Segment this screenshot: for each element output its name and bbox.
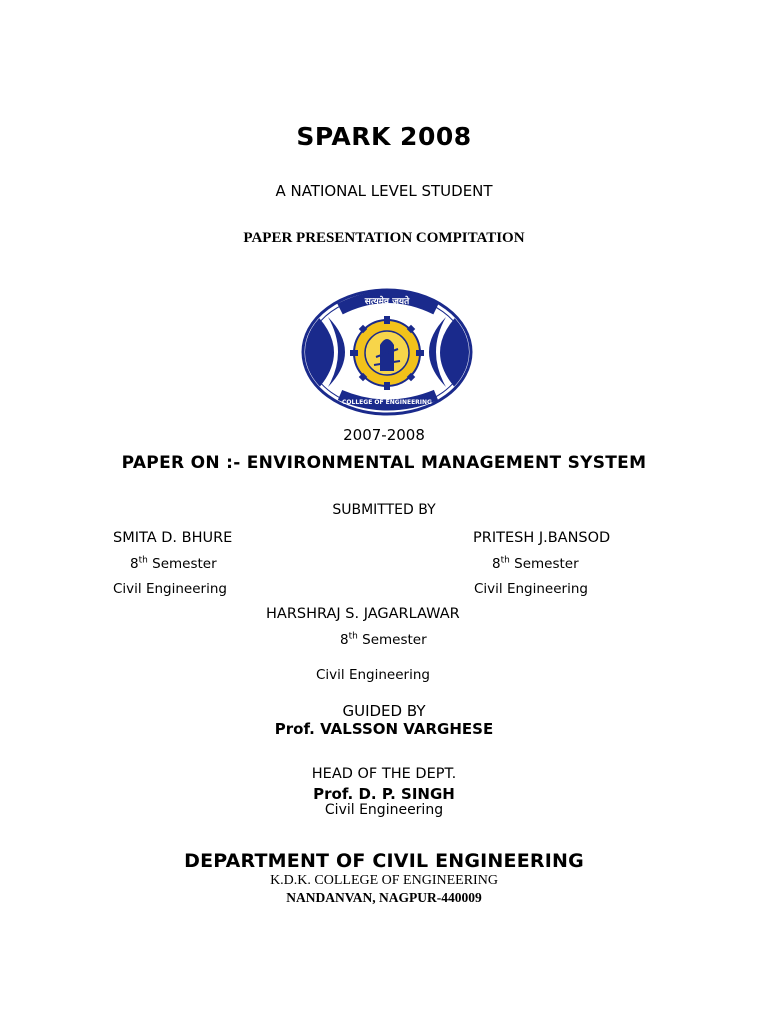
student-3-department: Civil Engineering bbox=[316, 667, 430, 683]
gear-icon bbox=[350, 316, 424, 390]
subtitle-line-1: A NATIONAL LEVEL STUDENT bbox=[275, 182, 493, 200]
student-1-semester: 8th Semester bbox=[130, 555, 217, 572]
academic-year: 2007-2008 bbox=[343, 426, 425, 444]
hod-department: Civil Engineering bbox=[324, 802, 444, 818]
student-3-semester: 8th Semester bbox=[340, 631, 427, 648]
college-logo-emblem-icon bbox=[300, 287, 475, 417]
document-title: SPARK 2008 bbox=[296, 122, 472, 151]
student-1-department: Civil Engineering bbox=[113, 581, 227, 597]
student-1-name: SMITA D. BHURE bbox=[113, 530, 233, 546]
logo-motto: सत्यमेव जयते bbox=[364, 297, 410, 307]
logo-caption: COLLEGE OF ENGINEERING bbox=[342, 399, 432, 406]
guide-name: Prof. VALSSON VARGHESE bbox=[274, 720, 494, 738]
hod-name: Prof. D. P. SINGH bbox=[313, 785, 455, 803]
student-2-name: PRITESH J.BANSOD bbox=[473, 530, 611, 546]
college-logo bbox=[300, 287, 475, 417]
submitted-by-label: SUBMITTED BY bbox=[332, 502, 436, 518]
student-2-department: Civil Engineering bbox=[474, 581, 588, 597]
hod-label: HEAD OF THE DEPT. bbox=[311, 766, 457, 782]
paper-title: PAPER ON :- ENVIRONMENTAL MANAGEMENT SYSTEM bbox=[121, 453, 647, 473]
guided-by-label: GUIDED BY bbox=[342, 702, 426, 720]
college-name: K.D.K. COLLEGE OF ENGINEERING bbox=[270, 873, 498, 888]
student-3-name: HARSHRAJ S. JAGARLAWAR bbox=[266, 606, 460, 622]
student-2-semester: 8th Semester bbox=[492, 555, 579, 572]
subtitle-line-2: PAPER PRESENTATION COMPITATION bbox=[243, 230, 525, 246]
college-address: NANDANVAN, NAGPUR-440009 bbox=[286, 890, 482, 905]
department-name: DEPARTMENT OF CIVIL ENGINEERING bbox=[184, 850, 584, 872]
